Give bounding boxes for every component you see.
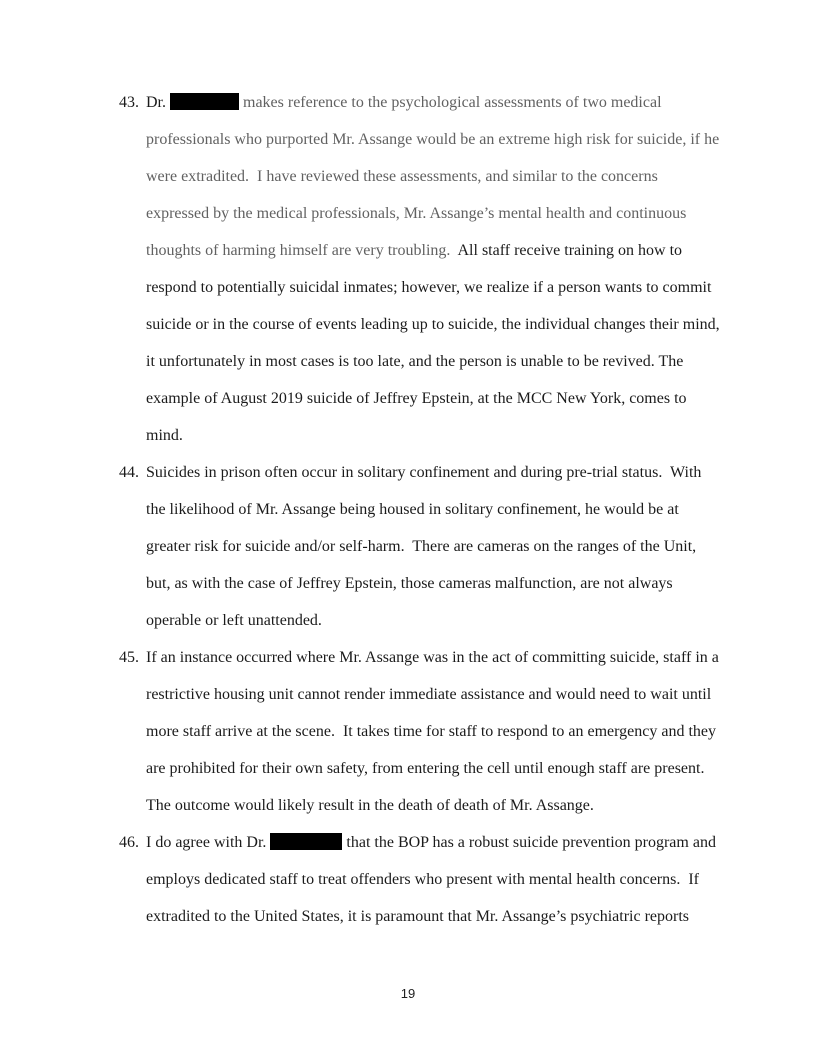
paragraph-line (119, 861, 769, 898)
page-number: 19 (400, 986, 416, 1001)
text-run: thoughts of harming himself are very troubling. (146, 242, 458, 259)
redaction-box (170, 93, 239, 110)
paragraph-line (119, 528, 769, 565)
paragraph-number: 43. (119, 94, 139, 111)
text-run: that the BOP has a robust suicide prevention program and (342, 834, 716, 851)
text-run: operable or left unattended. (146, 612, 322, 629)
paragraph-line (119, 639, 769, 676)
paragraph-number: 46. (119, 834, 139, 851)
text-run: suicide or in the course of events leading up to suicide, the individual changes their mind, (146, 316, 720, 333)
paragraph-line (119, 750, 769, 787)
text-run: makes reference to the psychological assessments of two medical (239, 94, 662, 111)
paragraph-line (119, 565, 769, 602)
paragraph-line (119, 417, 769, 454)
text-run: expressed by the medical professionals, Mr. Assange’s mental health and continuous (146, 205, 687, 222)
paragraph (119, 824, 769, 935)
text-run: but, as with the case of Jeffrey Epstein, those cameras malfunction, are not always (146, 575, 673, 592)
text-run: greater risk for suicide and/or self-harm. There are cameras on the ranges of the Unit, (146, 538, 697, 555)
paragraph-number: 45. (119, 649, 139, 666)
paragraph-line (119, 898, 769, 935)
paragraph (119, 454, 769, 639)
text-run: professionals who purported Mr. Assange would be an extreme high risk for suicide, if he (146, 131, 720, 148)
paragraph-line (119, 121, 769, 158)
text-run: If an instance occurred where Mr. Assange was in the act of committing suicide, staff in a (146, 649, 719, 666)
paragraph-line (119, 787, 769, 824)
paragraph (119, 84, 769, 454)
paragraph-number: 44. (119, 464, 139, 481)
text-run: were extradited. I have reviewed these assessments, and similar to the concerns (146, 168, 658, 185)
text-run: I do agree with Dr. (146, 834, 271, 851)
text-run: extradited to the United States, it is paramount that Mr. Assange’s psychiatric reports (146, 908, 689, 925)
text-run: it unfortunately in most cases is too late, and the person is unable to be revived. The (146, 353, 684, 370)
text-run: are prohibited for their own safety, from entering the cell until enough staff are present. (146, 760, 705, 777)
text-run: The outcome would likely result in the death of death of Mr. Assange. (146, 797, 594, 814)
paragraph-line (119, 158, 769, 195)
text-run: employs dedicated staff to treat offenders who present with mental health concerns. If (146, 871, 699, 888)
paragraph-line (119, 491, 769, 528)
paragraph-line (119, 269, 769, 306)
redaction-box (270, 833, 342, 850)
text-run: mind. (146, 427, 183, 444)
paragraph-line (119, 232, 769, 269)
text-run: restrictive housing unit cannot render immediate assistance and would need to wait until (146, 686, 712, 703)
paragraph (119, 639, 769, 824)
paragraph-line (119, 713, 769, 750)
document-body (119, 84, 769, 935)
paragraph-line (119, 454, 769, 491)
text-run: All staff receive training on how to (457, 242, 683, 259)
text-run: Suicides in prison often occur in solitary confinement and during pre-trial status. With (146, 464, 702, 481)
paragraph-line (119, 84, 769, 121)
text-run: Dr. (146, 94, 170, 111)
text-run: the likelihood of Mr. Assange being housed in solitary confinement, he would be at (146, 501, 679, 518)
paragraph-line (119, 380, 769, 417)
text-run: respond to potentially suicidal inmates; however, we realize if a person wants to commit (146, 279, 712, 296)
text-run: example of August 2019 suicide of Jeffrey Epstein, at the MCC New York, comes to (146, 390, 687, 407)
paragraph-line (119, 602, 769, 639)
text-run: more staff arrive at the scene. It takes time for staff to respond to an emergency and they (146, 723, 717, 740)
paragraph-line (119, 343, 769, 380)
paragraph-line (119, 676, 769, 713)
paragraph-line (119, 306, 769, 343)
paragraph-line (119, 195, 769, 232)
paragraph-line (119, 824, 769, 861)
